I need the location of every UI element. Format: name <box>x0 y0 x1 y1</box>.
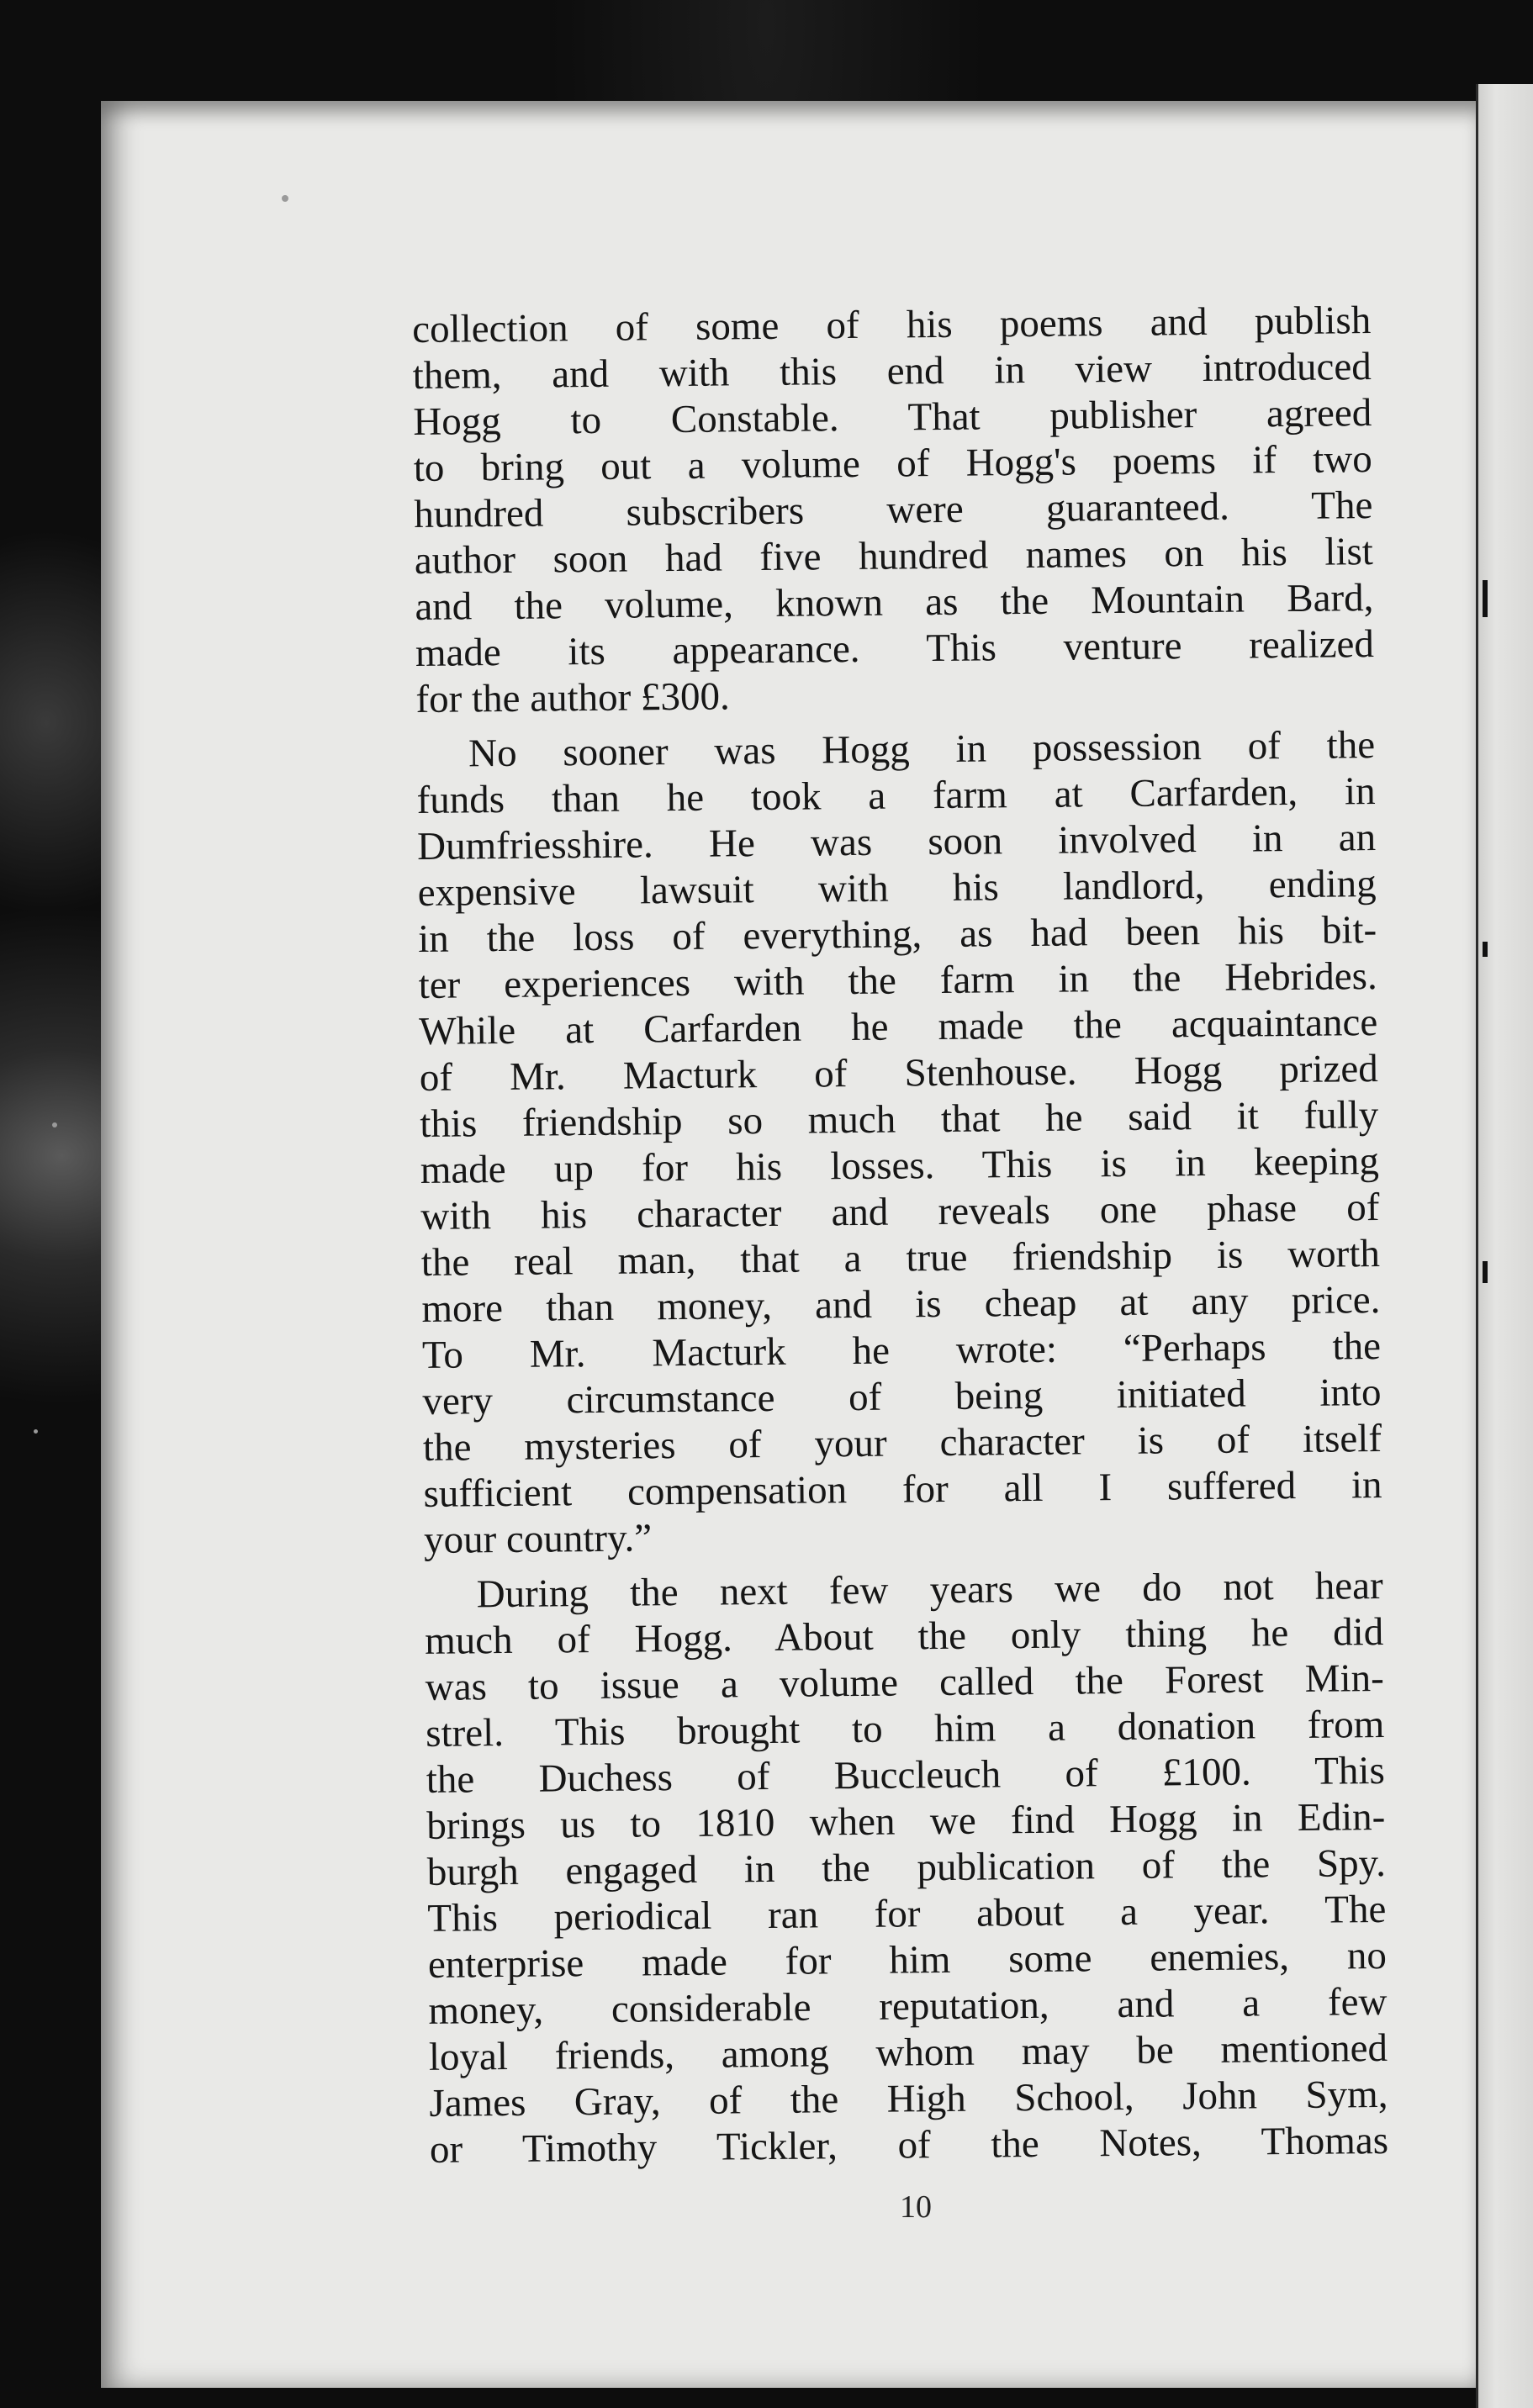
paragraph-1 <box>412 298 1375 723</box>
text-line: and the volume, known as the Mountain Bard, <box>415 576 1374 629</box>
text-line: your country.” <box>423 1516 653 1562</box>
text-line: to bring out a volume of Hogg's poems if two <box>413 437 1373 490</box>
text-line: hundred subscribers were guaranteed. The <box>414 483 1373 536</box>
text-line: collection of some of his poems and publish <box>412 298 1372 351</box>
paragraph-3 <box>424 1563 1388 2173</box>
text-line: with his character and reveals one phase of <box>420 1186 1380 1238</box>
text-line: sufficient compensation for all I suffered in <box>423 1462 1382 1516</box>
text-line: enterprise made for him some enemies, no <box>427 1933 1388 1987</box>
text-line: made up for his losses. This is in keeping <box>420 1139 1380 1192</box>
edge-mark <box>1483 580 1488 617</box>
edge-mark <box>1483 942 1488 957</box>
text-line: in the loss of everything, as had been his bit- <box>417 908 1377 961</box>
text-line: the mysteries of your character is of itself <box>422 1416 1382 1470</box>
text-line: strel. This brought to him a donation from <box>426 1702 1385 1756</box>
dust-speck <box>282 195 288 202</box>
text-line: the Duchess of Buccleuch of £100. This <box>426 1748 1386 1802</box>
text-line: ter experiences with the farm in the Hebrides. <box>418 954 1377 1007</box>
dust-speck <box>34 1429 38 1434</box>
text-line: of Mr. Macturk of Stenhouse. Hogg prized <box>419 1047 1378 1100</box>
text-line: money, considerable reputation, and a few <box>428 1979 1388 2033</box>
text-line: funds than he took a farm at Carfarden, in <box>416 769 1376 822</box>
page-number: 10 <box>900 2189 932 2225</box>
text-line: This periodical ran for about a year. The <box>427 1887 1387 1941</box>
text-line: Hogg to Constable. That publisher agreed <box>413 391 1372 444</box>
edge-mark <box>1483 1261 1488 1283</box>
text-line: for the author £300. <box>415 674 731 721</box>
text-line: or Timothy Tickler, of the Notes, Thomas <box>429 2118 1389 2172</box>
text-line: author soon had five hundred names on his list <box>414 530 1374 583</box>
text-line: this friendship so much that he said it fully <box>420 1093 1379 1146</box>
text-line: James Gray, of the High School, John Sym, <box>429 2072 1388 2125</box>
text-line: No sooner was Hogg in possession of the <box>468 723 1376 776</box>
text-line: them, and with this end in view introduced <box>412 345 1372 398</box>
text-line: Dumfriesshire. He was soon involved in an <box>416 816 1377 869</box>
text-line: While at Carfarden he made the acquaintance <box>419 1001 1378 1054</box>
text-line: was to issue a volume called the Forest Min- <box>425 1656 1384 1709</box>
text-line: brings us to 1810 when we find Hogg in Edin- <box>426 1794 1386 1848</box>
dust-speck <box>52 1122 57 1127</box>
text-line: loyal friends, among whom may be mentioned <box>428 2025 1388 2079</box>
text-line: more than money, and is cheap at any price. <box>421 1278 1381 1331</box>
text-line: the real man, that a true friendship is worth <box>420 1232 1381 1285</box>
text-line: During the next few years we do not hear <box>476 1563 1383 1617</box>
body-text <box>412 298 1388 2173</box>
text-line: much of Hogg. About the only thing he did <box>424 1609 1384 1663</box>
text-line: To Mr. Macturk he wrote: “Perhaps the <box>421 1324 1382 1377</box>
text-line: very circumstance of being initiated into <box>422 1370 1382 1423</box>
text-line: expensive lawsuit with his landlord, ending <box>417 862 1377 915</box>
page-edge <box>1476 84 1533 2408</box>
text-line: burgh engaged in the publication of the Spy. <box>426 1840 1387 1894</box>
text-line: made its appearance. This venture realized <box>415 622 1375 675</box>
paragraph-2 <box>416 722 1382 1564</box>
